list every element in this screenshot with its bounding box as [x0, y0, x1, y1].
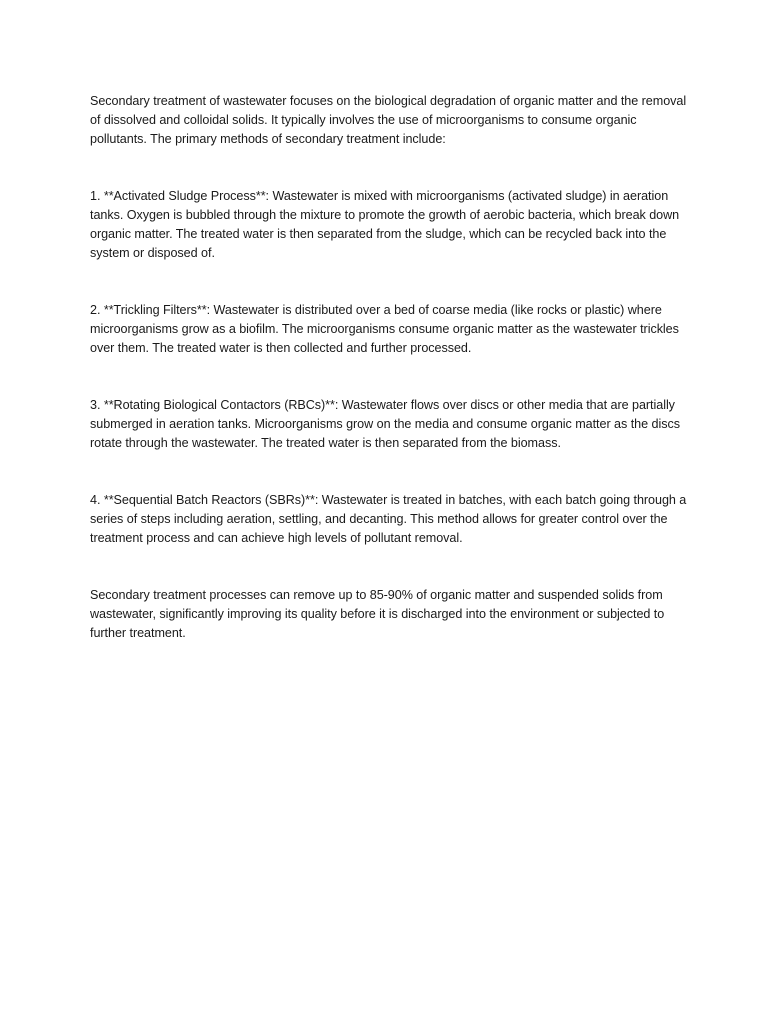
rbc-paragraph: 3. **Rotating Biological Contactors (RBCs)**: Wastewater flows over discs or other media that are partially submerged in aeration tanks. Microorganisms grow on the media and consume organic matter as the discs rotate through the wastewater. The treated water is then separated from the biomass. — [90, 398, 680, 450]
document-body — [90, 92, 690, 681]
conclusion-paragraph: Secondary treatment processes can remove up to 85-90% of organic matter and suspended solids from wastewater, significantly improving its quality before it is discharged into the environment or subjected to further treatment. — [90, 588, 665, 640]
sbr-paragraph: 4. **Sequential Batch Reactors (SBRs)**: Wastewater is treated in batches, with each batch going through a series of steps including aeration, settling, and decanting. This method allows for greater control over the treatment process and can achieve high levels of pollutant removal. — [90, 493, 687, 545]
intro-paragraph: Secondary treatment of wastewater focuses on the biological degradation of organic matter and the removal of dissolved and colloidal solids. It typically involves the use of microorganisms to consume organic pollutants. The primary methods of secondary treatment include: — [90, 94, 687, 146]
activated-sludge-paragraph: 1. **Activated Sludge Process**: Wastewater is mixed with microorganisms (activated sludge) in aeration tanks. Oxygen is bubbled through the mixture to promote the growth of aerobic bacteria, which break down organic matter. The treated water is then separated from the sludge, which can be recycled back into the system or disposed of. — [90, 189, 680, 260]
trickling-filters-paragraph: 2. **Trickling Filters**: Wastewater is distributed over a bed of coarse media (like rocks or plastic) where microorganisms grow as a biofilm. The microorganisms consume organic matter as the wastewater trickles over them. The treated water is then collected and further processed. — [90, 303, 679, 355]
